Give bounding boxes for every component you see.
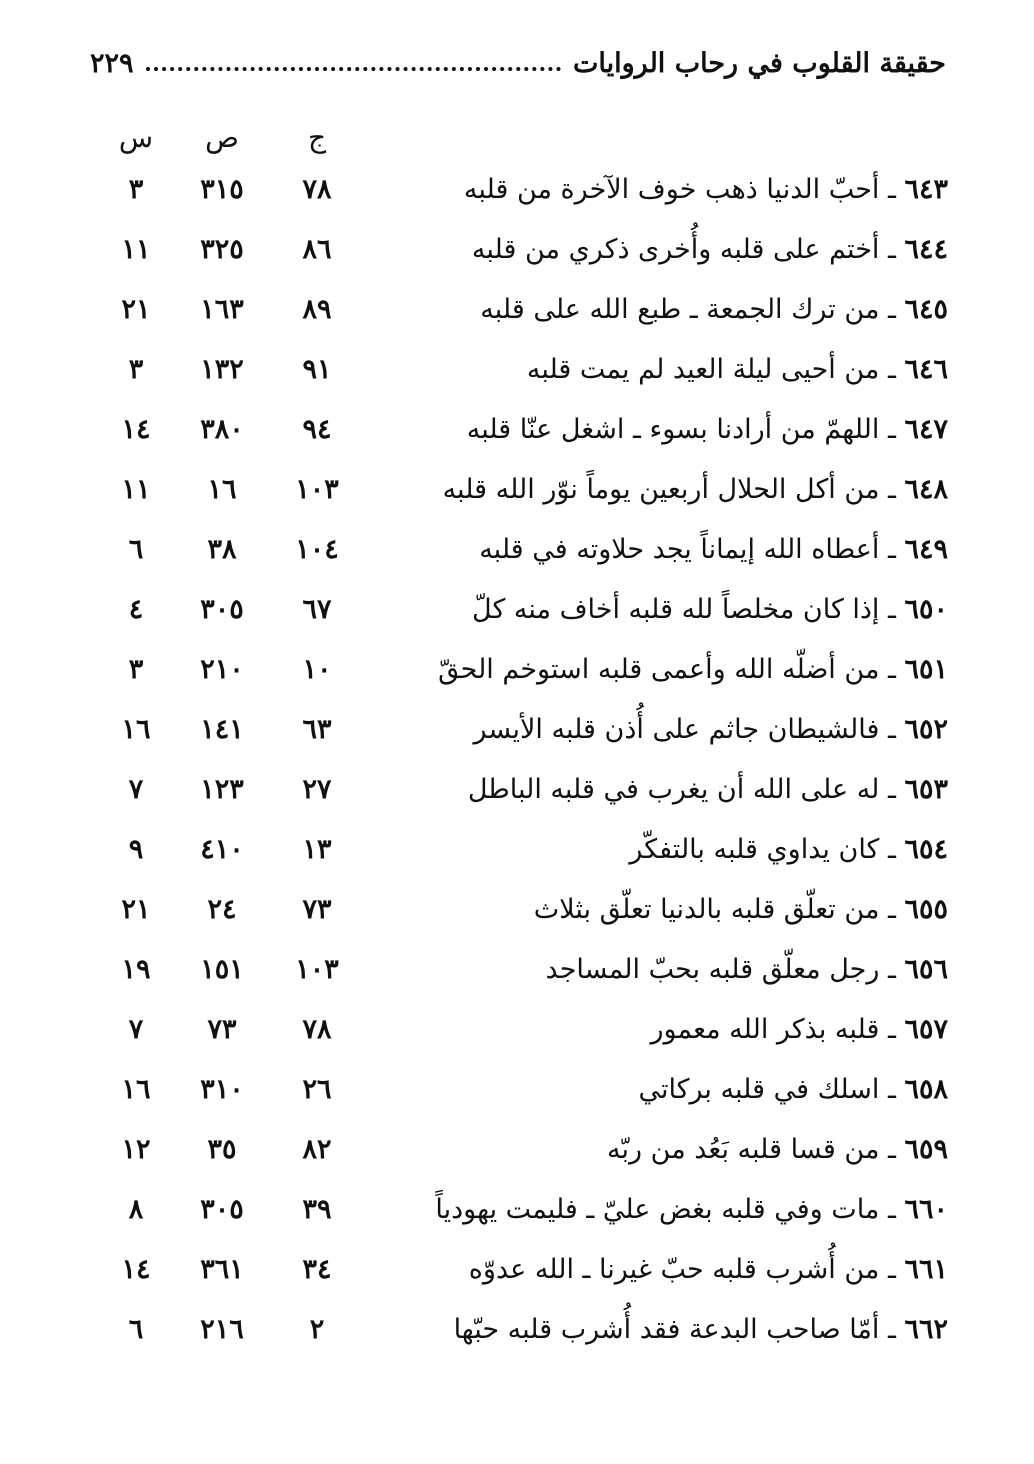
entry-text — [388, 1000, 948, 1060]
entry-phrase: قلبه بذكر الله معمور — [650, 1014, 880, 1045]
entry-dash: ـ — [879, 354, 905, 385]
entry-text — [388, 1180, 948, 1240]
page-cell: ١٢٣ — [200, 774, 244, 805]
volume-cell: ٢٦ — [302, 1074, 332, 1105]
index-row — [0, 340, 1034, 400]
page-cell: ١٥١ — [200, 954, 244, 985]
index-row — [0, 760, 1034, 820]
page-cell: ٣٥ — [207, 1134, 237, 1165]
entry-number: ٦٥٢ — [904, 714, 948, 745]
index-row — [0, 280, 1034, 340]
entry-dash: ـ — [879, 1014, 905, 1045]
line-cell: ١٢ — [121, 1134, 151, 1165]
page-cell: ١٤١ — [200, 714, 244, 745]
entry-phrase: اللهمّ من أرادنا بسوء ـ اشغل عنّا قلبه — [466, 414, 880, 445]
line-cell: ٦ — [128, 1314, 144, 1345]
entry-number: ٦٥٣ — [904, 774, 948, 805]
index-row — [0, 1240, 1034, 1300]
page-cell: ٣١٠ — [200, 1074, 244, 1105]
index-row — [0, 220, 1034, 280]
running-header — [90, 38, 946, 88]
entry-number: ٦٤٦ — [904, 354, 948, 385]
entry-text — [388, 940, 948, 1000]
entry-phrase: من أضلّه الله وأعمى قلبه استوخم الحقّ — [438, 654, 880, 685]
line-cell: ٧ — [128, 774, 144, 805]
entry-number: ٦٥٦ — [904, 954, 948, 985]
line-cell: ١٦ — [121, 714, 151, 745]
entry-number: ٦٤٨ — [904, 474, 948, 505]
index-row — [0, 1300, 1034, 1360]
entry-dash: ـ — [879, 774, 905, 805]
column-header-page: ص — [205, 121, 239, 154]
line-cell: ٧ — [128, 1014, 144, 1045]
entry-phrase: مات وفي قلبه بغض عليّ ـ فليمت يهودياً — [435, 1194, 880, 1225]
entry-number: ٦٤٥ — [904, 294, 948, 325]
entry-phrase: رجل معلّق قلبه بحبّ المساجد — [545, 954, 880, 985]
page-number: ٢٢٩ — [90, 47, 134, 79]
entry-dash: ـ — [879, 714, 905, 745]
entry-phrase: من ترك الجمعة ـ طبع الله على قلبه — [480, 294, 880, 325]
line-cell: ٨ — [128, 1194, 144, 1225]
entry-phrase: اسلك في قلبه بركاتي — [638, 1074, 880, 1105]
entry-text — [388, 1060, 948, 1120]
volume-cell: ٣٤ — [302, 1254, 332, 1285]
line-cell: ١١ — [121, 474, 151, 505]
page-cell: ١٣٢ — [200, 354, 244, 385]
index-row — [0, 1120, 1034, 1180]
index-row — [0, 160, 1034, 220]
volume-cell: ١٠ — [302, 654, 332, 685]
line-cell: ١٩ — [121, 954, 151, 985]
index-row — [0, 880, 1034, 940]
header-title: حقيقة القلوب في رحاب الروايات — [572, 47, 946, 79]
entry-dash: ـ — [879, 954, 905, 985]
entry-dash: ـ — [879, 1074, 905, 1105]
entry-phrase: له على الله أن يغرب في قلبه الباطل — [467, 774, 880, 805]
volume-cell: ٢ — [309, 1314, 325, 1345]
entry-dash: ـ — [879, 654, 905, 685]
entry-dash: ـ — [879, 1134, 905, 1165]
volume-cell: ٩٤ — [302, 414, 332, 445]
line-cell: ١١ — [121, 234, 151, 265]
entry-text — [388, 640, 948, 700]
entry-number: ٦٥٨ — [904, 1074, 948, 1105]
line-cell: ٣ — [128, 654, 144, 685]
entry-phrase: إذا كان مخلصاً لله قلبه أخاف منه كلّ — [472, 594, 880, 625]
line-cell: ٦ — [128, 534, 144, 565]
volume-cell: ١٠٤ — [295, 534, 339, 565]
page-cell: ٣٨٠ — [200, 414, 244, 445]
entry-number: ٦٤٣ — [904, 174, 948, 205]
index-row — [0, 1000, 1034, 1060]
entry-phrase: أمّا صاحب البدعة فقد أُشرب قلبه حبّها — [453, 1314, 880, 1345]
entry-number: ٦٤٧ — [904, 414, 948, 445]
index-row — [0, 940, 1034, 1000]
entry-text — [388, 520, 948, 580]
volume-cell: ٧٣ — [302, 894, 332, 925]
volume-cell: ١٠٣ — [295, 474, 339, 505]
page-cell: ٣٠٥ — [200, 1194, 244, 1225]
entry-phrase: من أكل الحلال أربعين يوماً نوّر الله قلبه — [442, 474, 880, 505]
entry-text — [388, 760, 948, 820]
entry-dash: ـ — [879, 1194, 905, 1225]
entry-number: ٦٦٠ — [904, 1194, 948, 1225]
line-cell: ١٤ — [121, 414, 151, 445]
column-header-line: س — [118, 121, 154, 154]
entry-phrase: أختم على قلبه وأُخرى ذكري من قلبه — [471, 234, 880, 265]
line-cell: ٣ — [128, 174, 144, 205]
volume-cell: ١٣ — [302, 834, 332, 865]
entry-text — [388, 160, 948, 220]
volume-cell: ٦٣ — [302, 714, 332, 745]
line-cell: ١٦ — [121, 1074, 151, 1105]
volume-cell: ٧٨ — [302, 174, 332, 205]
page-cell: ١٦ — [207, 474, 237, 505]
page-cell: ٣٠٥ — [200, 594, 244, 625]
volume-cell: ٨٩ — [302, 294, 332, 325]
entry-dash: ـ — [879, 534, 905, 565]
entry-dash: ـ — [879, 894, 905, 925]
index-row — [0, 1060, 1034, 1120]
entry-text — [388, 580, 948, 640]
page-cell: ٢١٠ — [200, 654, 244, 685]
entry-dash: ـ — [879, 414, 905, 445]
volume-cell: ٦٧ — [302, 594, 332, 625]
entry-text — [388, 1240, 948, 1300]
entry-number: ٦٤٩ — [904, 534, 948, 565]
volume-cell: ٨٦ — [302, 234, 332, 265]
page-cell: ٢٤ — [207, 894, 237, 925]
entry-phrase: من قسا قلبه بَعُد من ربّه — [607, 1134, 880, 1165]
index-row — [0, 400, 1034, 460]
page-cell: ٢١٦ — [200, 1314, 244, 1345]
page-cell: ٣١٥ — [200, 174, 244, 205]
page-cell: ٣٢٥ — [200, 234, 244, 265]
column-headers — [0, 116, 1034, 160]
index-row — [0, 700, 1034, 760]
entry-text — [388, 880, 948, 940]
index-row — [0, 640, 1034, 700]
entry-number: ٦٦٢ — [904, 1314, 948, 1345]
line-cell: ٤ — [128, 594, 144, 625]
entry-text — [388, 220, 948, 280]
entry-dash: ـ — [879, 834, 905, 865]
entry-text — [388, 400, 948, 460]
volume-cell: ١٠٣ — [295, 954, 339, 985]
entry-text — [388, 460, 948, 520]
index-row — [0, 520, 1034, 580]
volume-cell: ٧٨ — [302, 1014, 332, 1045]
entry-phrase: من تعلّق قلبه بالدنيا تعلّق بثلاث — [533, 894, 880, 925]
line-cell: ٢١ — [121, 894, 151, 925]
entry-number: ٦٥٥ — [904, 894, 948, 925]
index-row — [0, 460, 1034, 520]
entry-number: ٦٤٤ — [904, 234, 948, 265]
volume-cell: ٨٢ — [302, 1134, 332, 1165]
entry-dash: ـ — [879, 1314, 905, 1345]
entry-dash: ـ — [879, 294, 905, 325]
entry-number: ٦٦١ — [904, 1254, 948, 1285]
index-row — [0, 820, 1034, 880]
entry-phrase: أعطاه الله إيماناً يجد حلاوته في قلبه — [479, 534, 880, 565]
entry-dash: ـ — [879, 594, 905, 625]
entry-number: ٦٥٧ — [904, 1014, 948, 1045]
entry-dash: ـ — [879, 234, 905, 265]
entry-dash: ـ — [879, 474, 905, 505]
page-cell: ٧٣ — [207, 1014, 237, 1045]
page-cell: ٣٦١ — [200, 1254, 244, 1285]
page-cell: ٣٨ — [207, 534, 237, 565]
header-dot-leader — [146, 67, 561, 71]
line-cell: ٩ — [128, 834, 144, 865]
entry-text — [388, 280, 948, 340]
entry-number: ٦٥١ — [904, 654, 948, 685]
entry-text — [388, 820, 948, 880]
entry-number: ٦٥٤ — [904, 834, 948, 865]
volume-cell: ٩١ — [302, 354, 332, 385]
entry-number: ٦٥٠ — [904, 594, 948, 625]
page-cell: ٤١٠ — [200, 834, 244, 865]
entry-text — [388, 1120, 948, 1180]
column-header-volume: ج — [307, 121, 327, 154]
entry-text — [388, 700, 948, 760]
index-row — [0, 1180, 1034, 1240]
volume-cell: ٢٧ — [302, 774, 332, 805]
page-cell: ١٦٣ — [200, 294, 244, 325]
index-row — [0, 580, 1034, 640]
line-cell: ١٤ — [121, 1254, 151, 1285]
entry-phrase: كان يداوي قلبه بالتفكّر — [629, 834, 880, 865]
entry-phrase: من أُشرب قلبه حبّ غيرنا ـ الله عدوّه — [468, 1254, 880, 1285]
line-cell: ٣ — [128, 354, 144, 385]
entry-text — [388, 340, 948, 400]
entry-phrase: من أحيى ليلة العيد لم يمت قلبه — [526, 354, 880, 385]
entry-phrase: أحبّ الدنيا ذهب خوف الآخرة من قلبه — [463, 174, 880, 205]
entry-dash: ـ — [879, 1254, 905, 1285]
volume-cell: ٣٩ — [302, 1194, 332, 1225]
line-cell: ٢١ — [121, 294, 151, 325]
entry-phrase: فالشيطان جاثم على أُذن قلبه الأيسر — [473, 714, 880, 745]
entry-number: ٦٥٩ — [904, 1134, 948, 1165]
entry-text — [388, 1300, 948, 1360]
entry-dash: ـ — [879, 174, 905, 205]
